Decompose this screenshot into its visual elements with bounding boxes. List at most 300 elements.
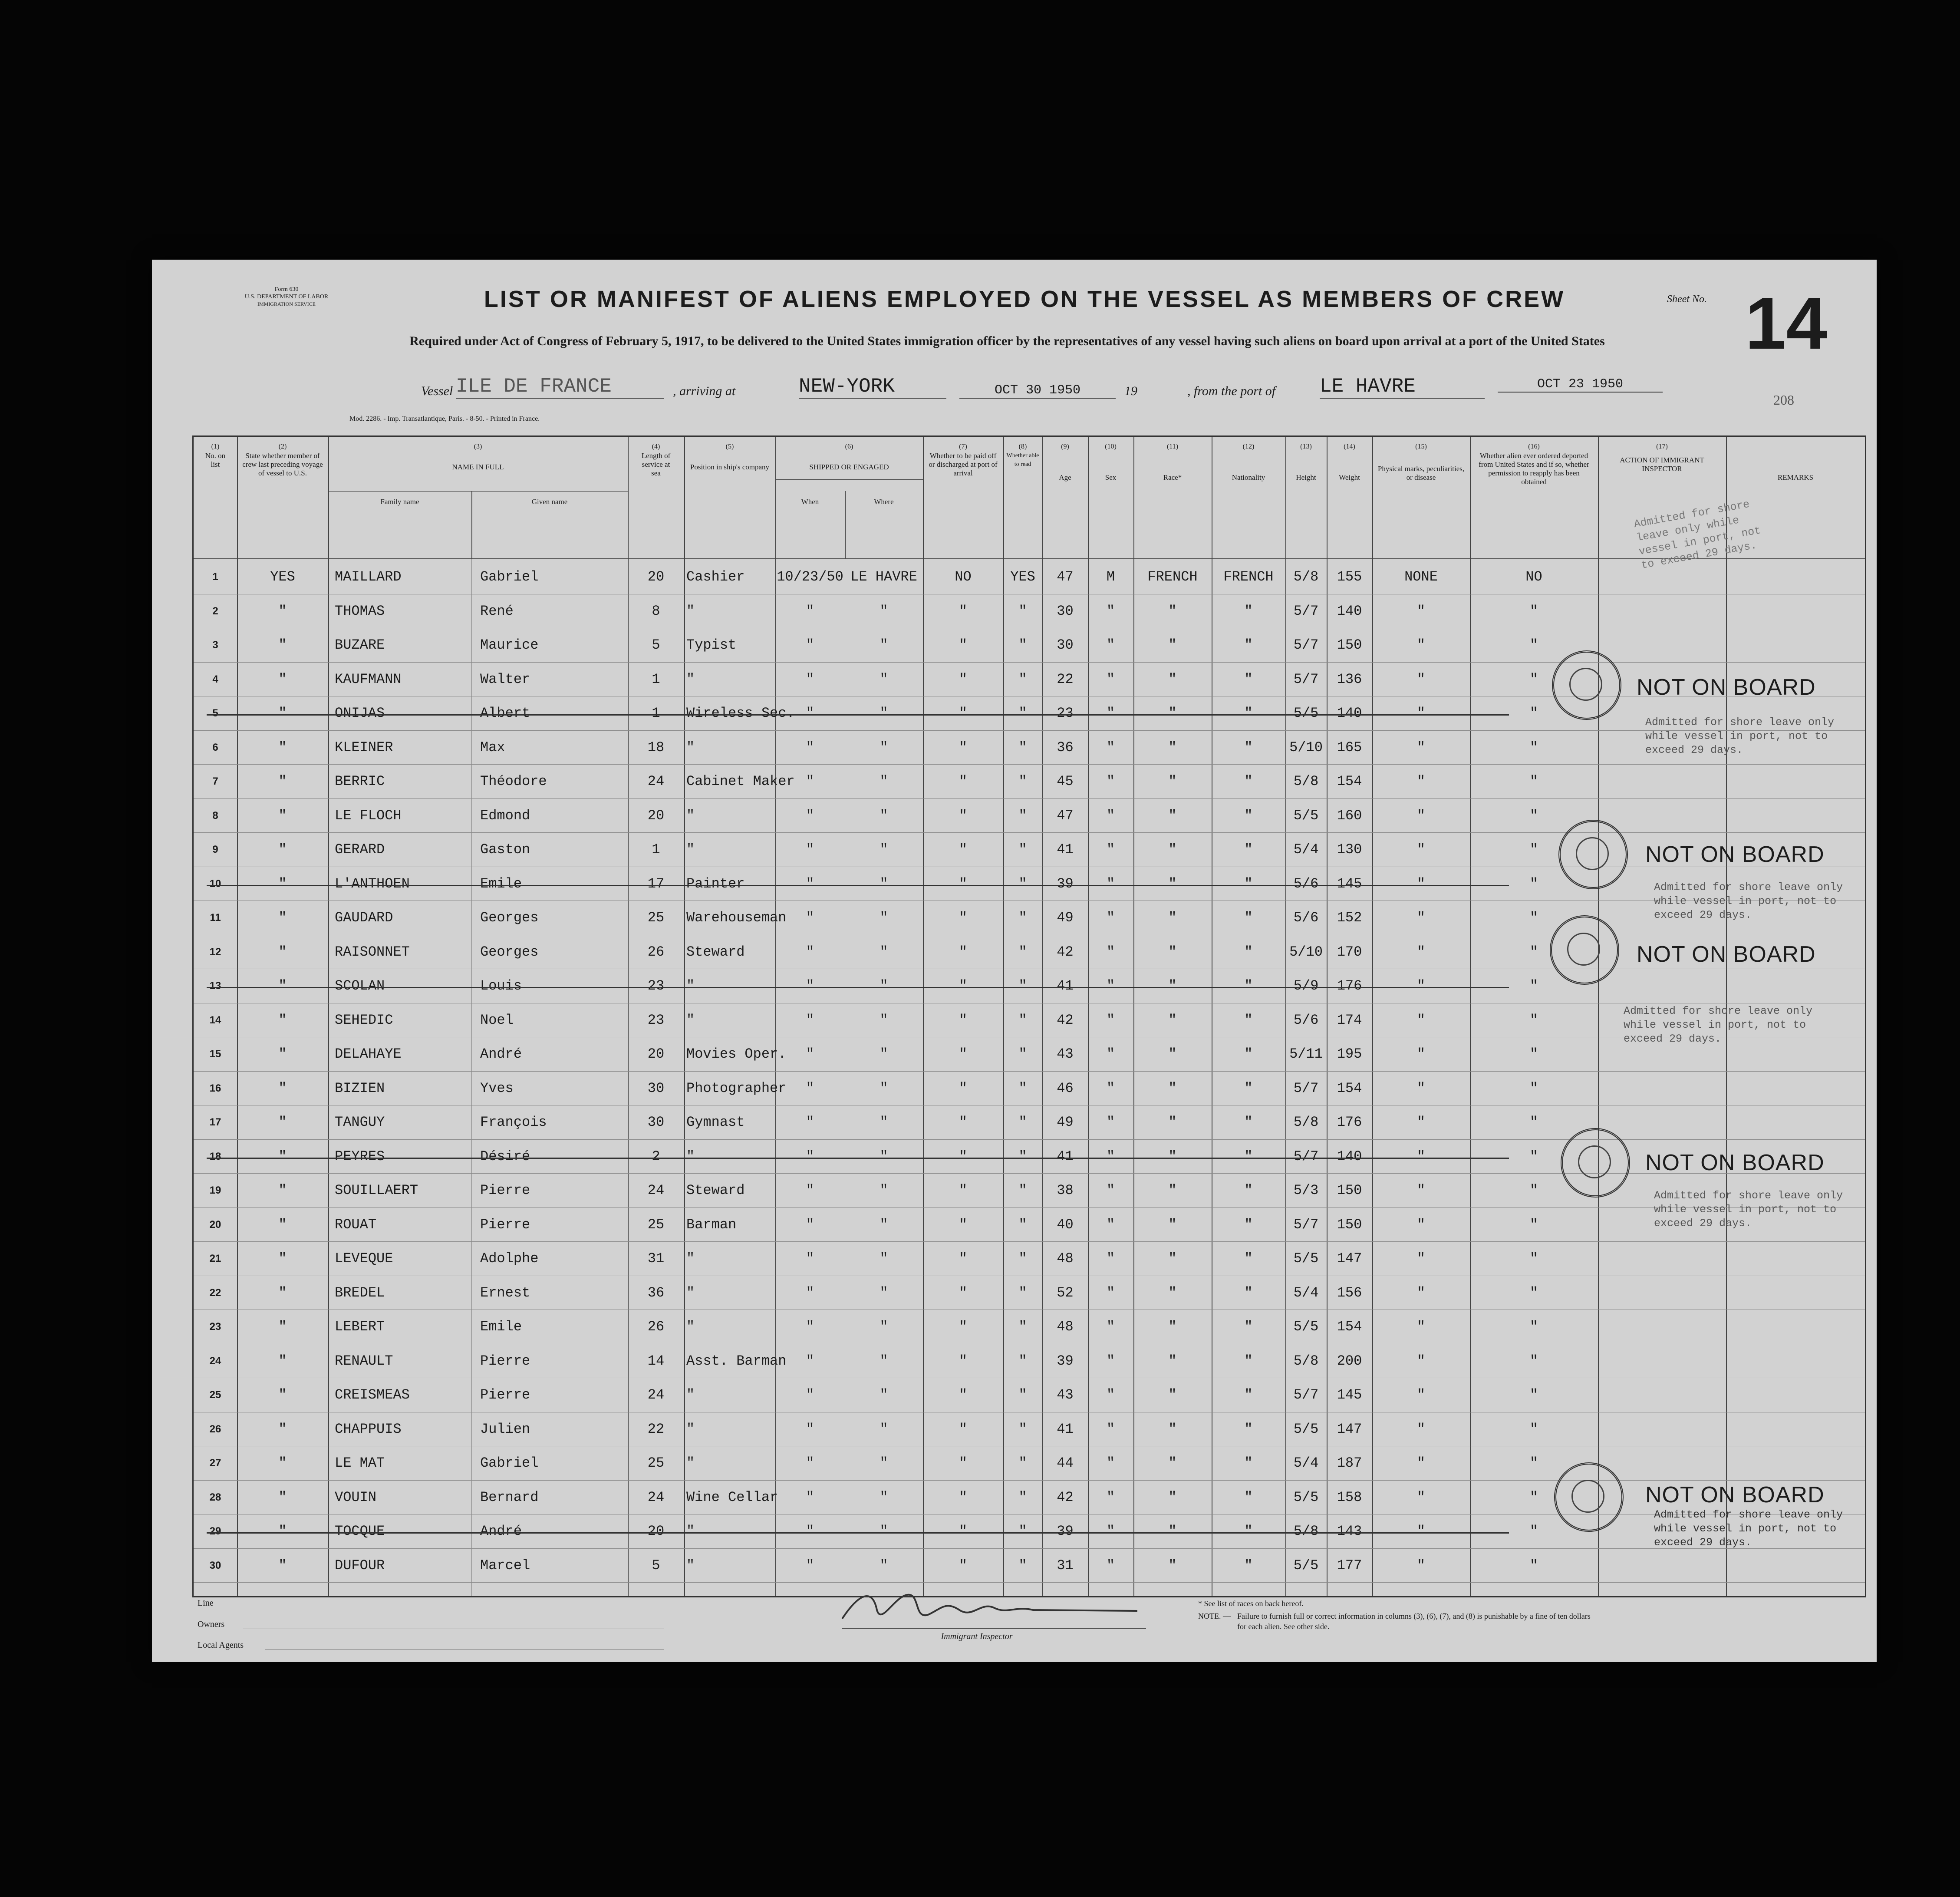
cell-service: 24	[647, 773, 665, 789]
cell-age: 41	[1057, 978, 1074, 994]
cell-service: 23	[647, 978, 665, 994]
cell-prev: "	[278, 1012, 287, 1028]
vessel-label: Vessel	[421, 384, 453, 398]
admitted-stamp: Admitted for shore leave only while vessel in port, not to exceed 29 days.	[1654, 1508, 1843, 1549]
cell-sex: "	[1106, 705, 1115, 721]
cell-position: Asst. Barman	[686, 1353, 787, 1369]
cell-position: Steward	[686, 1182, 745, 1198]
cell-weight: 187	[1337, 1455, 1362, 1471]
inspector-signature	[833, 1584, 1146, 1632]
cell-where: "	[880, 637, 888, 653]
cell-age: 42	[1057, 944, 1074, 960]
cell-family: DELAHAYE	[335, 1046, 402, 1062]
cell-no: 28	[209, 1491, 221, 1503]
cell-marks: "	[1416, 1148, 1426, 1165]
cell-race: "	[1168, 1182, 1177, 1198]
cell-race: FRENCH	[1147, 569, 1198, 585]
cell-sex: "	[1106, 1353, 1115, 1369]
cell-no: 5	[212, 707, 218, 719]
cell-position: "	[686, 1012, 695, 1028]
cell-height: 5/7	[1293, 1387, 1319, 1403]
col-when-header: When	[801, 498, 819, 506]
cell-given: Pierre	[480, 1387, 530, 1403]
cell-read: "	[1018, 1012, 1027, 1028]
cell-when: "	[806, 1387, 814, 1403]
cell-where: "	[880, 1182, 888, 1198]
form-identifier	[234, 286, 339, 308]
cell-position: "	[686, 671, 695, 687]
cell-service: 5	[652, 637, 660, 653]
cell-position: Warehouseman	[686, 910, 787, 926]
cell-no: 4	[212, 673, 218, 685]
cell-no: 16	[209, 1082, 221, 1094]
cell-given: Edmond	[480, 807, 530, 824]
cell-paid: "	[959, 1012, 968, 1028]
cell-service: 24	[647, 1182, 665, 1198]
cell-height: 5/7	[1293, 1216, 1319, 1233]
cell-height: 5/5	[1293, 1421, 1319, 1437]
cell-sex: "	[1106, 1046, 1115, 1062]
cell-prev: "	[278, 1387, 287, 1403]
not-on-board-stamp: NOT ON BOARD	[1637, 942, 1816, 967]
immigrant-inspector-label: Immigrant Inspector	[941, 1632, 1013, 1641]
col6-number: (6)	[845, 443, 853, 450]
cell-nat: "	[1244, 1319, 1253, 1335]
cell-service: 20	[647, 1046, 665, 1062]
admitted-stamp: Admitted for shore leave only while vessel in port, not to exceed 29 days.	[1645, 716, 1835, 756]
col-previous-voyage-header: State whether member of crew last preceding voyage of vessel to U.S.	[242, 452, 323, 477]
cell-family: ONIJAS	[335, 705, 385, 721]
cell-family: SCOLAN	[335, 978, 385, 994]
cell-given: Pierre	[480, 1182, 530, 1198]
cell-race: "	[1168, 1523, 1177, 1539]
cell-no: 10	[209, 878, 221, 890]
cell-read: "	[1018, 944, 1027, 960]
cell-when: "	[806, 705, 814, 721]
cell-age: 49	[1057, 910, 1074, 926]
cell-marks: "	[1416, 1387, 1426, 1403]
cell-family: CHAPPUIS	[335, 1421, 402, 1437]
cell-nat: "	[1244, 637, 1253, 653]
cell-age: 36	[1057, 739, 1074, 756]
cell-given: Maurice	[480, 637, 539, 653]
strike-through-line	[207, 1158, 1509, 1159]
cell-service: 2	[652, 1148, 660, 1165]
cell-height: 5/5	[1293, 1250, 1319, 1267]
cell-sex: "	[1106, 875, 1115, 892]
cell-service: 25	[647, 910, 665, 926]
cell-where: "	[880, 1387, 888, 1403]
cell-prev: "	[278, 1250, 287, 1267]
cell-marks: "	[1416, 875, 1426, 892]
cell-service: 8	[652, 603, 660, 619]
cell-prev: "	[278, 1284, 287, 1301]
cell-race: "	[1168, 1250, 1177, 1267]
cell-service: 20	[647, 569, 665, 585]
cell-family: L'ANTHOEN	[335, 875, 410, 892]
cell-prev: "	[278, 875, 287, 892]
cell-service: 20	[647, 1523, 665, 1539]
cell-given: Théodore	[480, 773, 547, 789]
cell-nat: "	[1244, 1182, 1253, 1198]
cell-age: 48	[1057, 1250, 1074, 1267]
cell-given: René	[480, 603, 514, 619]
cell-deported: "	[1529, 1114, 1538, 1130]
cell-where: "	[880, 1284, 888, 1301]
cell-nat: "	[1244, 1421, 1253, 1437]
cell-where: "	[880, 1216, 888, 1233]
cell-where: "	[880, 1319, 888, 1335]
cell-height: 5/7	[1293, 1148, 1319, 1165]
cell-marks: "	[1416, 1319, 1426, 1335]
cell-sex: "	[1106, 671, 1115, 687]
cell-race: "	[1168, 773, 1177, 789]
cell-sex: "	[1106, 944, 1115, 960]
cell-when: "	[806, 1455, 814, 1471]
cell-prev: "	[278, 1557, 287, 1574]
cell-family: RAISONNET	[335, 944, 410, 960]
col-where-header: Where	[874, 498, 894, 506]
cell-prev: YES	[270, 569, 295, 585]
col-no-on-list-header: No. on list	[205, 452, 226, 468]
cell-no: 7	[212, 775, 218, 787]
cell-nat: "	[1244, 1284, 1253, 1301]
cell-no: 3	[212, 639, 218, 651]
cell-given: François	[480, 1114, 547, 1130]
cell-weight: 145	[1337, 1387, 1362, 1403]
cell-where: "	[880, 807, 888, 824]
consulate-stamp	[1550, 915, 1619, 985]
cell-when: "	[806, 1216, 814, 1233]
page-stamp-number: 208	[1773, 392, 1794, 408]
cell-given: Gabriel	[480, 569, 539, 585]
footer-line-label: Line	[198, 1598, 214, 1608]
cell-no: 26	[209, 1423, 221, 1435]
cell-when: "	[806, 637, 814, 653]
cell-nat: "	[1244, 1046, 1253, 1062]
departure-port: LE HAVRE	[1320, 375, 1485, 399]
cell-height: 5/6	[1293, 1012, 1319, 1028]
cell-given: Gabriel	[480, 1455, 539, 1471]
cell-height: 5/3	[1293, 1182, 1319, 1198]
cell-marks: "	[1416, 978, 1426, 994]
cell-sex: "	[1106, 841, 1115, 858]
cell-when: "	[806, 739, 814, 756]
cell-prev: "	[278, 1148, 287, 1165]
cell-race: "	[1168, 1353, 1177, 1369]
cell-age: 43	[1057, 1046, 1074, 1062]
cell-prev: "	[278, 637, 287, 653]
cell-deported: "	[1529, 1250, 1538, 1267]
cell-race: "	[1168, 1012, 1177, 1028]
cell-weight: 140	[1337, 603, 1362, 619]
cell-where: "	[880, 1557, 888, 1574]
cell-family: ROUAT	[335, 1216, 377, 1233]
cell-sex: "	[1106, 1284, 1115, 1301]
cell-deported: "	[1529, 1080, 1538, 1096]
cell-given: Pierre	[480, 1353, 530, 1369]
cell-position: "	[686, 603, 695, 619]
cell-deported: "	[1529, 1182, 1538, 1198]
cell-race: "	[1168, 603, 1177, 619]
cell-read: "	[1018, 671, 1027, 687]
cell-where: "	[880, 1114, 888, 1130]
cell-nat: "	[1244, 705, 1253, 721]
cell-prev: "	[278, 1080, 287, 1096]
cell-race: "	[1168, 1557, 1177, 1574]
col11-number: (11)	[1166, 443, 1179, 450]
cell-read: "	[1018, 1489, 1027, 1505]
sheet-number: 14	[1745, 282, 1828, 365]
cell-nat: "	[1244, 1250, 1253, 1267]
cell-paid: "	[959, 603, 968, 619]
cell-age: 22	[1057, 671, 1074, 687]
consulate-stamp	[1558, 820, 1628, 889]
cell-where: "	[880, 1421, 888, 1437]
cell-no: 14	[209, 1014, 221, 1026]
cell-marks: "	[1416, 1250, 1426, 1267]
cell-service: 1	[652, 671, 660, 687]
cell-where: "	[880, 1353, 888, 1369]
cell-height: 5/6	[1293, 875, 1319, 892]
cell-read: "	[1018, 739, 1027, 756]
cell-prev: "	[278, 1421, 287, 1437]
cell-when: 10/23/50	[777, 569, 843, 585]
cell-when: "	[806, 1319, 814, 1335]
col8-number: (8)	[1018, 443, 1027, 450]
cell-service: 30	[647, 1080, 665, 1096]
cell-family: TANGUY	[335, 1114, 385, 1130]
cell-weight: 154	[1337, 773, 1362, 789]
cell-service: 31	[647, 1250, 665, 1267]
cell-where: "	[880, 1250, 888, 1267]
cell-age: 39	[1057, 1353, 1074, 1369]
cell-prev: "	[278, 1353, 287, 1369]
cell-deported: NO	[1525, 569, 1542, 585]
cell-sex: "	[1106, 807, 1115, 824]
cell-race: "	[1168, 1421, 1177, 1437]
cell-prev: "	[278, 1455, 287, 1471]
cell-paid: "	[959, 1523, 968, 1539]
cell-deported: "	[1529, 1284, 1538, 1301]
cell-no: 21	[209, 1253, 221, 1264]
cell-nat: "	[1244, 1353, 1253, 1369]
cell-paid: "	[959, 1455, 968, 1471]
cell-position: Painter	[686, 875, 745, 892]
cell-service: 14	[647, 1353, 665, 1369]
cell-given: Louis	[480, 978, 522, 994]
cell-position: "	[686, 1557, 695, 1574]
cell-sex: "	[1106, 1557, 1115, 1574]
from-port-label: , from the port of	[1187, 384, 1276, 398]
cell-marks: "	[1416, 841, 1426, 858]
cell-height: 5/8	[1293, 569, 1319, 585]
cell-paid: "	[959, 1387, 968, 1403]
cell-height: 5/5	[1293, 705, 1319, 721]
cell-position: "	[686, 1421, 695, 1437]
cell-family: LEVEQUE	[335, 1250, 393, 1267]
cell-family: TOCQUE	[335, 1523, 385, 1539]
cell-read: "	[1018, 978, 1027, 994]
cell-sex: "	[1106, 1387, 1115, 1403]
cell-paid: "	[959, 1353, 968, 1369]
cell-nat: "	[1244, 875, 1253, 892]
cell-race: "	[1168, 1284, 1177, 1301]
cell-marks: "	[1416, 1421, 1426, 1437]
cell-deported: "	[1529, 807, 1538, 824]
cell-sex: "	[1106, 1319, 1115, 1335]
cell-service: 22	[647, 1421, 665, 1437]
cell-race: "	[1168, 1046, 1177, 1062]
cell-paid: "	[959, 773, 968, 789]
cell-family: KLEINER	[335, 739, 393, 756]
cell-age: 30	[1057, 603, 1074, 619]
cell-no: 11	[210, 912, 221, 924]
cell-marks: "	[1416, 807, 1426, 824]
cell-age: 47	[1057, 807, 1074, 824]
cell-paid: "	[959, 1148, 968, 1165]
cell-prev: "	[278, 1182, 287, 1198]
cell-height: 5/8	[1293, 1353, 1319, 1369]
cell-read: "	[1018, 1523, 1027, 1539]
cell-paid: "	[959, 1114, 968, 1130]
cell-nat: "	[1244, 1080, 1253, 1096]
cell-service: 25	[647, 1455, 665, 1471]
cell-no: 29	[209, 1525, 221, 1537]
cell-position: Typist	[686, 637, 737, 653]
cell-when: "	[806, 944, 814, 960]
cell-race: "	[1168, 978, 1177, 994]
cell-family: VOUIN	[335, 1489, 377, 1505]
cell-service: 25	[647, 1216, 665, 1233]
cell-race: "	[1168, 1455, 1177, 1471]
cell-given: André	[480, 1046, 522, 1062]
cell-when: "	[806, 1012, 814, 1028]
cell-race: "	[1168, 1080, 1177, 1096]
cell-weight: 150	[1337, 1182, 1362, 1198]
strike-through-line	[207, 1532, 1509, 1534]
cell-race: "	[1168, 875, 1177, 892]
cell-age: 41	[1057, 841, 1074, 858]
cell-given: Emile	[480, 1319, 522, 1335]
cell-prev: "	[278, 841, 287, 858]
cell-prev: "	[278, 1489, 287, 1505]
cell-weight: 176	[1337, 978, 1362, 994]
cell-nat: "	[1244, 1216, 1253, 1233]
cell-service: 1	[652, 705, 660, 721]
admitted-stamp: Admitted for shore leave only while vessel in port, not to exceed 29 days.	[1654, 1189, 1843, 1230]
cell-marks: "	[1416, 1489, 1426, 1505]
cell-read: "	[1018, 841, 1027, 858]
cell-weight: 165	[1337, 739, 1362, 756]
not-on-board-stamp: NOT ON BOARD	[1645, 842, 1825, 867]
cell-service: 17	[647, 875, 665, 892]
cell-height: 5/10	[1289, 739, 1323, 756]
cell-family: LE MAT	[335, 1455, 385, 1471]
admitted-stamp: Admitted for shore leave only while vessel in port, not to exceed 29 days.	[1654, 881, 1843, 921]
cell-no: 27	[209, 1457, 221, 1469]
cell-deported: "	[1529, 603, 1538, 619]
cell-position: Gymnast	[686, 1114, 745, 1130]
cell-given: Emile	[480, 875, 522, 892]
cell-age: 42	[1057, 1012, 1074, 1028]
cell-nat: "	[1244, 841, 1253, 858]
cell-marks: "	[1416, 705, 1426, 721]
cell-age: 46	[1057, 1080, 1074, 1096]
cell-weight: 152	[1337, 910, 1362, 926]
cell-sex: "	[1106, 910, 1115, 926]
cell-read: "	[1018, 773, 1027, 789]
cell-deported: "	[1529, 841, 1538, 858]
cell-weight: 145	[1337, 875, 1362, 892]
cell-weight: 143	[1337, 1523, 1362, 1539]
cell-read: YES	[1010, 569, 1035, 585]
cell-read: "	[1018, 1387, 1027, 1403]
cell-nat: "	[1244, 807, 1253, 824]
cell-deported: "	[1529, 1046, 1538, 1062]
admitted-stamp: Admitted for shore leave only while vessel in port, not to exceed 29 days.	[1624, 1005, 1813, 1045]
cell-when: "	[806, 1284, 814, 1301]
cell-height: 5/4	[1293, 1455, 1319, 1471]
cell-where: "	[880, 603, 888, 619]
cell-family: PEYRES	[335, 1148, 385, 1165]
cell-where: "	[880, 944, 888, 960]
cell-marks: "	[1416, 671, 1426, 687]
cell-nat: "	[1244, 978, 1253, 994]
not-on-board-stamp: NOT ON BOARD	[1645, 1482, 1825, 1508]
cell-height: 5/4	[1293, 841, 1319, 858]
cell-read: "	[1018, 1182, 1027, 1198]
cell-no: 8	[212, 809, 218, 821]
cell-given: André	[480, 1523, 522, 1539]
cell-read: "	[1018, 807, 1027, 824]
cell-height: 5/8	[1293, 773, 1319, 789]
cell-when: "	[806, 1182, 814, 1198]
cell-race: "	[1168, 841, 1177, 858]
cell-height: 5/7	[1293, 671, 1319, 687]
cell-family: SEHEDIC	[335, 1012, 393, 1028]
cell-deported: "	[1529, 1148, 1538, 1165]
cell-race: "	[1168, 637, 1177, 653]
cell-position: "	[686, 1523, 695, 1539]
cell-marks: "	[1416, 739, 1426, 756]
cell-read: "	[1018, 875, 1027, 892]
cell-given: Désiré	[480, 1148, 530, 1165]
cell-age: 44	[1057, 1455, 1074, 1471]
cell-age: 45	[1057, 773, 1074, 789]
cell-deported: "	[1529, 1523, 1538, 1539]
cell-no: 18	[209, 1150, 221, 1162]
col9-number: (9)	[1061, 443, 1069, 450]
cell-when: "	[806, 603, 814, 619]
cell-race: "	[1168, 671, 1177, 687]
col5-number: (5)	[725, 443, 734, 450]
form-number: Form 630	[274, 286, 299, 293]
cell-no: 6	[212, 741, 218, 753]
cell-nat: "	[1244, 1114, 1253, 1130]
cell-read: "	[1018, 603, 1027, 619]
col-race-header: Race*	[1163, 473, 1182, 482]
cell-given: Pierre	[480, 1216, 530, 1233]
cell-given: Albert	[480, 705, 530, 721]
col4-number: (4)	[652, 443, 660, 450]
department: U.S. DEPARTMENT OF LABOR	[244, 294, 329, 300]
cell-where: "	[880, 1489, 888, 1505]
col10-number: (10)	[1105, 443, 1117, 450]
cell-where: "	[880, 1080, 888, 1096]
cell-read: "	[1018, 1148, 1027, 1165]
cell-paid: "	[959, 944, 968, 960]
